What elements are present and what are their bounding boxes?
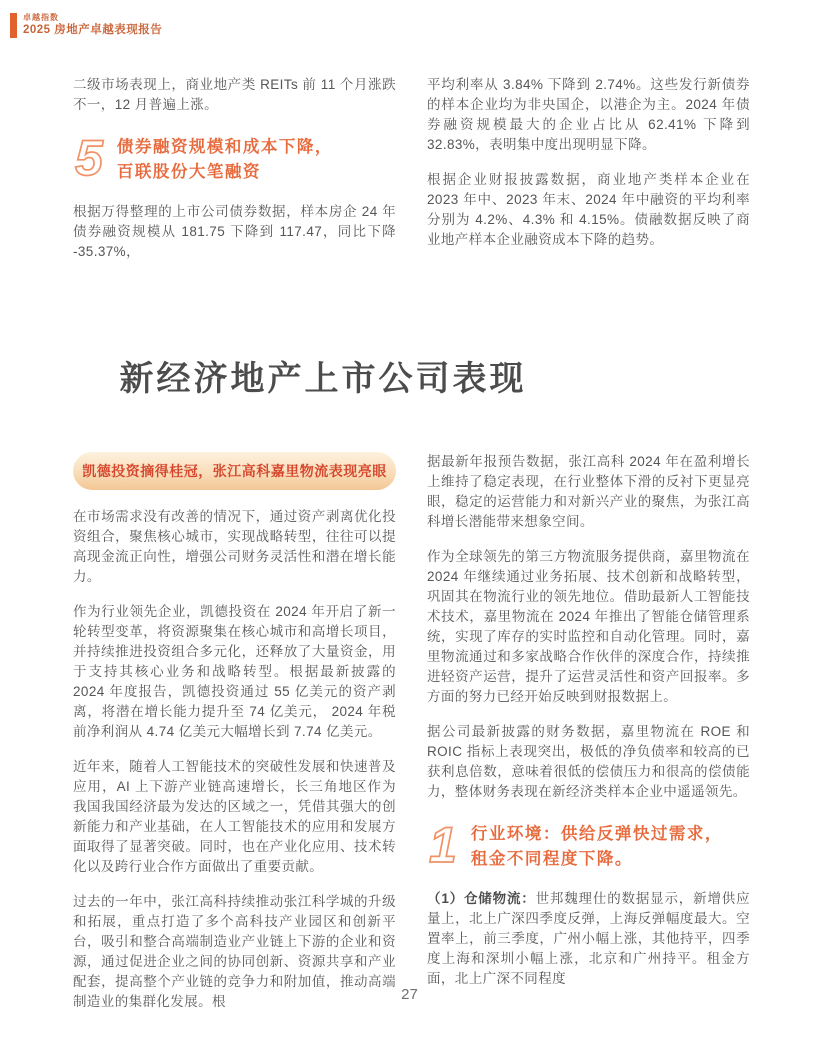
intro-left-paragraph-1: 二级市场表现上，商业地产类 REITs 前 11 个月涨跌不一，12 月普遍上涨。	[73, 77, 396, 112]
warehouse-logistics-text: 世邦魏理仕的数据显示，新增供应量上，北上广深四季度反弹，上海反弹幅度最大。空置率上，前三季度，广州小幅上涨，其他持平，四季度上海和深圳小幅上涨，北京和广州持平。租金方面，北上广深不同程度	[427, 891, 750, 986]
body-left-paragraph-3: 近年来，随着人工智能技术的突破性发展和快速普及应用，AI 上下游产业链高速增长，长三角地区作为我国我国经济最为发达的区域之一，凭借其强大的创新能力和产业基础，在人工智能技术的应用和发展方面取得了显著突破。同时，也在产业化应用、技术转化以及跨行业合作方面做出了重要贡献。	[73, 759, 396, 874]
page-number: 27	[401, 986, 418, 1003]
header-accent-bar	[10, 13, 17, 38]
report-title: 2025 房地产卓越表现报告	[23, 24, 163, 36]
body-section	[73, 452, 750, 1012]
chapter-title: 新经济地产上市公司表现	[119, 360, 527, 398]
section-5-number: 5	[75, 130, 103, 186]
section-5-title	[117, 135, 333, 185]
warehouse-logistics-lead: （1）仓储物流：	[427, 891, 536, 906]
body-left-paragraph-2: 作为行业领先企业，凯德投资在 2024 年开启了新一轮转型变革，将资源聚集在核心城市和高增长项目，并持续推进投资组合多元化，还释放了大量资金，用于支持其核心业务和战略转型。根据最新披露的 2024 年度报告，凯德投资通过 55 亿美元的资产剥离，将潜在增长能力提升至 74 亿美元， 2024 年税前净利润从 4.74 亿美元大幅增长到 7.74 亿美元。	[73, 604, 396, 739]
section-5-heading	[73, 130, 396, 186]
section-5-title-line2: 百联股份大笔融资	[116, 163, 261, 181]
report-kicker: 卓越指数	[23, 13, 59, 22]
intro-section	[73, 75, 750, 262]
intro-left-column	[73, 75, 396, 262]
section-1-heading	[427, 817, 750, 873]
body-left-column	[73, 452, 396, 1012]
intro-left-paragraph-2: 根据万得整理的上市公司债券数据，样本房企 24 年债券融资规模从 181.75 下降到 117.47，同比下降 -35.37%，	[73, 204, 396, 259]
intro-right-column	[427, 75, 750, 262]
body-right-paragraph-4	[427, 889, 750, 989]
intro-right-paragraph-1: 平均利率从 3.84% 下降到 2.74%。这些发行新债券的样本企业均为非央国企，以港企为主。2024 年债券融资规模最大的企业占比从 62.41% 下降到 32.83%，表明集中度出现明显下降。	[427, 77, 750, 152]
body-right-paragraph-1: 据最新年报预告数据，张江高科 2024 年在盈利增长上维持了稳定表现，在行业整体下滑的反衬下更显亮眼，稳定的运营能力和对新兴产业的聚焦，为张江高科增长潜能带来想象空间。	[427, 454, 750, 529]
body-right-paragraph-3: 据公司最新披露的财务数据，嘉里物流在 ROE 和 ROIC 指标上表现突出，极低的净负债率和较高的已获利息倍数，意味着很低的偿债压力和很高的偿债能力，整体财务表现在新经济类样本企业中遥遥领先。	[427, 724, 750, 799]
body-right-paragraph-2: 作为全球领先的第三方物流服务提供商，嘉里物流在 2024 年继续通过业务拓展、技术创新和战略转型，巩固其在物流行业的领先地位。借助最新人工智能技术技术，嘉里物流在 2024 年推出了智能仓储管理系统，实现了库存的实时监控和自动化管理。同时，嘉里物流通过和多家战略合作伙伴的深度合作，持续推进轻资产运营，提升了运营灵活性和资产回报率。多方面的努力已经开始反映到财报数据上。	[427, 549, 750, 704]
section-1-title-line1: 行业环境：供给反弹快过需求，	[470, 825, 723, 843]
intro-right-paragraph-2: 根据企业财报披露数据，商业地产类样本企业在 2023 年中、2023 年末、2024 年中融资的平均利率分别为 4.2%、4.3% 和 4.15%。债融数据反映了商业地产样本企业融资成本下降的趋势。	[427, 172, 750, 247]
section-1-title-line2: 租金不同程度下降。	[470, 850, 633, 868]
highlight-banner: 凯德投资摘得桂冠，张江高科嘉里物流表现亮眼	[73, 452, 396, 490]
body-right-column	[427, 452, 750, 1012]
section-5-title-line1: 债券融资规模和成本下降，	[116, 138, 333, 156]
section-1-number: 1	[429, 817, 457, 873]
body-left-paragraph-4: 过去的一年中，张江高科持续推动张江科学城的升级和拓展，重点打造了多个高科技产业园区和创新平台，吸引和整合高端制造业产业链上下游的企业和资源，通过促进企业之间的协同创新、资源共享和产业配套，提高整个产业链的竞争力和附加值，推动高端制造业的集群化发展。根	[73, 894, 396, 1009]
section-1-title	[471, 822, 723, 872]
body-left-paragraph-1: 在市场需求没有改善的情况下，通过资产剥离优化投资组合，聚焦核心城市，实现战略转型，往往可以提高现金流正向性，增强公司财务灵活性和潜在增长能力。	[73, 509, 396, 584]
report-header	[10, 13, 162, 38]
